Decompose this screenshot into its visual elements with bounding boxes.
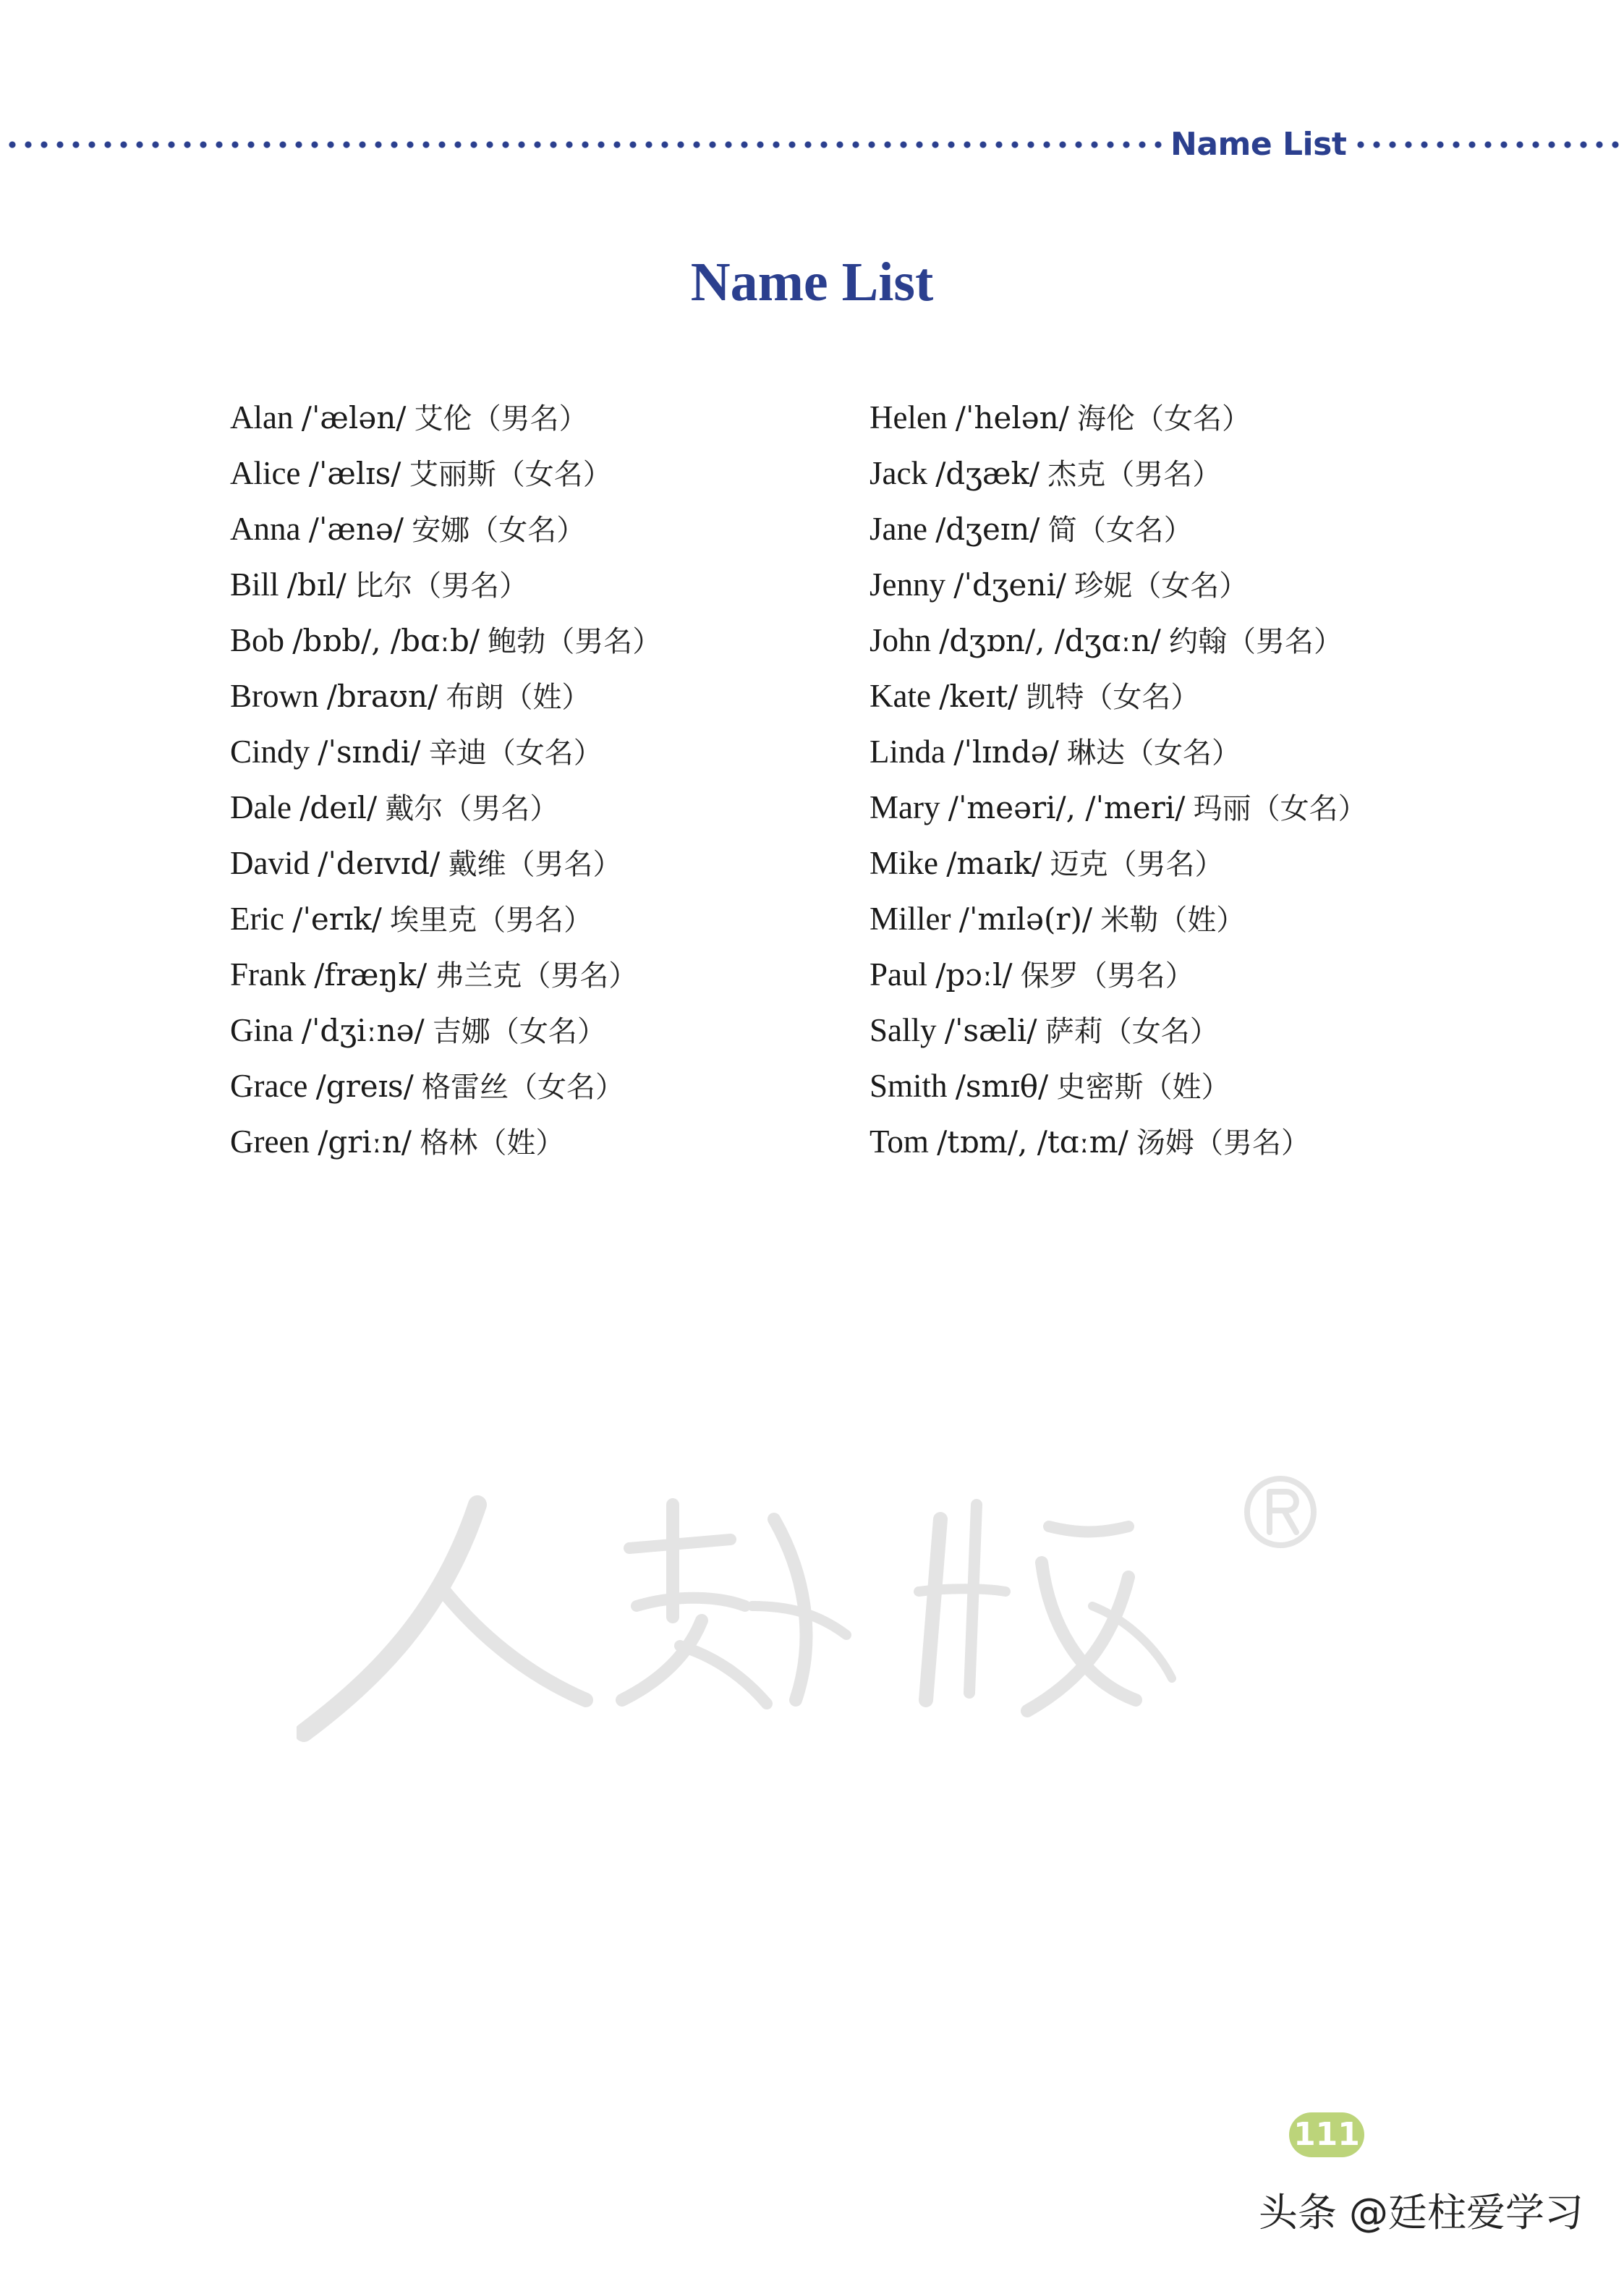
entry-name: Linda xyxy=(870,734,945,770)
entry-chinese-gloss: 鲍勃（男名） xyxy=(488,625,662,658)
entry-pronunciation: /braʊn/ xyxy=(326,679,438,714)
entry-name: David xyxy=(230,845,310,881)
entry-name: Sally xyxy=(870,1012,937,1048)
name-entry xyxy=(870,782,1367,838)
entry-pronunciation: /ˈdʒiːnə/ xyxy=(301,1013,425,1048)
entry-name: Jenny xyxy=(870,566,945,603)
entry-name: Frank xyxy=(230,956,306,993)
entry-chinese-gloss: 米勒（姓） xyxy=(1100,904,1246,937)
entry-chinese-gloss: 埃里克（男名） xyxy=(390,904,593,937)
entry-pronunciation: /smɪθ/ xyxy=(955,1068,1049,1104)
entry-pronunciation: /ˈælɪs/ xyxy=(308,456,401,491)
entry-pronunciation: /maɪk/ xyxy=(946,846,1042,881)
name-entry xyxy=(870,726,1367,782)
entry-chinese-gloss: 史密斯（姓） xyxy=(1056,1071,1230,1104)
name-list-right-column xyxy=(870,392,1367,1172)
running-header-title: Name List xyxy=(1170,126,1347,163)
name-entry xyxy=(230,559,661,615)
name-entry xyxy=(230,782,661,838)
entry-chinese-gloss: 约翰（男名） xyxy=(1169,625,1343,658)
name-entry xyxy=(870,559,1367,615)
entry-name: Tom xyxy=(870,1123,929,1160)
entry-pronunciation: /dʒæk/ xyxy=(935,456,1040,491)
entry-name: Miller xyxy=(870,901,951,937)
entry-pronunciation: /keɪt/ xyxy=(939,679,1019,714)
entry-chinese-gloss: 吉娜（女名） xyxy=(432,1015,606,1048)
entry-pronunciation: /tɒm/, /tɑːm/ xyxy=(937,1124,1128,1160)
entry-pronunciation: /ˈdʒeni/ xyxy=(953,567,1067,603)
publisher-watermark-logo xyxy=(297,1461,1338,1751)
name-entry xyxy=(230,726,661,782)
entry-pronunciation: /ˈælən/ xyxy=(301,400,407,436)
entry-chinese-gloss: 杰克（男名） xyxy=(1047,458,1222,491)
source-credit: 头条 @廷柱爱学习 xyxy=(1258,2190,1583,2235)
name-entry xyxy=(230,671,661,726)
entry-pronunciation: /deɪl/ xyxy=(299,790,378,825)
name-entry xyxy=(870,615,1367,671)
name-entry xyxy=(230,1005,661,1061)
entry-name: Bill xyxy=(230,566,279,603)
entry-pronunciation: /ˈdeɪvɪd/ xyxy=(318,846,441,881)
entry-name: Helen xyxy=(870,399,948,436)
entry-pronunciation: /bɪl/ xyxy=(286,567,347,603)
dotted-rule-left xyxy=(4,140,1162,149)
dotted-rule-right xyxy=(1353,140,1620,149)
entry-chinese-gloss: 比尔（男名） xyxy=(354,569,529,603)
name-entry xyxy=(870,1116,1367,1172)
name-entry xyxy=(870,1061,1367,1116)
name-entry xyxy=(230,893,661,949)
entry-pronunciation: /griːn/ xyxy=(318,1124,412,1160)
entry-chinese-gloss: 安娜（女名） xyxy=(412,514,586,547)
entry-name: Grace xyxy=(230,1068,308,1104)
entry-chinese-gloss: 格林（姓） xyxy=(420,1126,565,1160)
entry-name: Green xyxy=(230,1123,310,1160)
entry-name: Paul xyxy=(870,956,928,993)
entry-name: John xyxy=(870,622,932,658)
entry-name: Alan xyxy=(230,399,294,436)
page-number-badge: 111 xyxy=(1289,2112,1364,2157)
entry-name: Smith xyxy=(870,1068,948,1104)
entry-chinese-gloss: 保罗（男名） xyxy=(1020,959,1194,993)
name-entry xyxy=(230,1061,661,1116)
entry-chinese-gloss: 艾丽斯（女名） xyxy=(409,458,612,491)
entry-name: Anna xyxy=(230,511,301,547)
entry-pronunciation: /ˈhelən/ xyxy=(955,400,1069,436)
entry-pronunciation: /ˈmɪlə(r)/ xyxy=(958,901,1092,937)
entry-chinese-gloss: 玛丽（女名） xyxy=(1193,792,1367,825)
page-title: Name List xyxy=(690,252,934,313)
entry-chinese-gloss: 戴维（男名） xyxy=(448,848,622,881)
entry-pronunciation: /dʒɒn/, /dʒɑːn/ xyxy=(939,623,1161,658)
entry-pronunciation: /ˈænə/ xyxy=(308,511,404,547)
name-list-left-column xyxy=(230,392,661,1172)
entry-name: Dale xyxy=(230,789,292,825)
entry-name: Eric xyxy=(230,901,284,937)
name-entry xyxy=(870,893,1367,949)
entry-chinese-gloss: 汤姆（男名） xyxy=(1136,1126,1310,1160)
name-entry xyxy=(230,504,661,559)
entry-chinese-gloss: 珍妮（女名） xyxy=(1074,569,1249,603)
entry-name: Mary xyxy=(870,789,940,825)
entry-name: Alice xyxy=(230,455,301,491)
name-entry xyxy=(870,1005,1367,1061)
name-entry xyxy=(870,392,1367,448)
entry-pronunciation: /fræŋk/ xyxy=(314,957,428,993)
entry-pronunciation: /greɪs/ xyxy=(315,1068,414,1104)
entry-name: Kate xyxy=(870,678,931,714)
entry-pronunciation: /ˈsæli/ xyxy=(944,1013,1037,1048)
entry-chinese-gloss: 弗兰克（男名） xyxy=(435,959,638,993)
entry-pronunciation: /ˈerɪk/ xyxy=(292,901,382,937)
entry-pronunciation: /ˈsɪndi/ xyxy=(318,734,421,770)
entry-name: Gina xyxy=(230,1012,294,1048)
entry-pronunciation: /pɔːl/ xyxy=(935,957,1013,993)
running-header xyxy=(0,123,1624,166)
entry-pronunciation: /dʒeɪn/ xyxy=(935,511,1040,547)
entry-name: Jane xyxy=(870,511,927,547)
name-entry xyxy=(870,838,1367,893)
entry-pronunciation: /bɒb/, /bɑːb/ xyxy=(292,623,480,658)
name-entry xyxy=(230,838,661,893)
name-entry xyxy=(230,448,661,504)
entry-name: Jack xyxy=(870,455,927,491)
entry-chinese-gloss: 艾伦（男名） xyxy=(414,402,588,436)
entry-chinese-gloss: 布朗（姓） xyxy=(446,681,591,714)
entry-pronunciation: /ˈlɪndə/ xyxy=(953,734,1059,770)
entry-chinese-gloss: 海伦（女名） xyxy=(1077,402,1251,436)
name-entry xyxy=(870,949,1367,1005)
entry-chinese-gloss: 迈克（男名） xyxy=(1050,848,1224,881)
entry-chinese-gloss: 简（女名） xyxy=(1047,514,1193,547)
name-entry xyxy=(230,1116,661,1172)
entry-chinese-gloss: 琳达（女名） xyxy=(1066,736,1241,770)
name-entry xyxy=(870,671,1367,726)
name-entry xyxy=(870,448,1367,504)
name-entry xyxy=(230,949,661,1005)
entry-name: Bob xyxy=(230,622,285,658)
entry-chinese-gloss: 辛迪（女名） xyxy=(428,736,603,770)
name-entry xyxy=(870,504,1367,559)
entry-chinese-gloss: 萨莉（女名） xyxy=(1045,1015,1219,1048)
entry-pronunciation: /ˈmeəri/, /ˈmeri/ xyxy=(948,790,1186,825)
entry-chinese-gloss: 戴尔（男名） xyxy=(385,792,559,825)
entry-name: Brown xyxy=(230,678,319,714)
name-entry xyxy=(230,615,661,671)
name-entry xyxy=(230,392,661,448)
entry-chinese-gloss: 凯特（女名） xyxy=(1026,681,1200,714)
entry-name: Mike xyxy=(870,845,938,881)
entry-chinese-gloss: 格雷丝（女名） xyxy=(422,1071,625,1104)
entry-name: Cindy xyxy=(230,734,310,770)
